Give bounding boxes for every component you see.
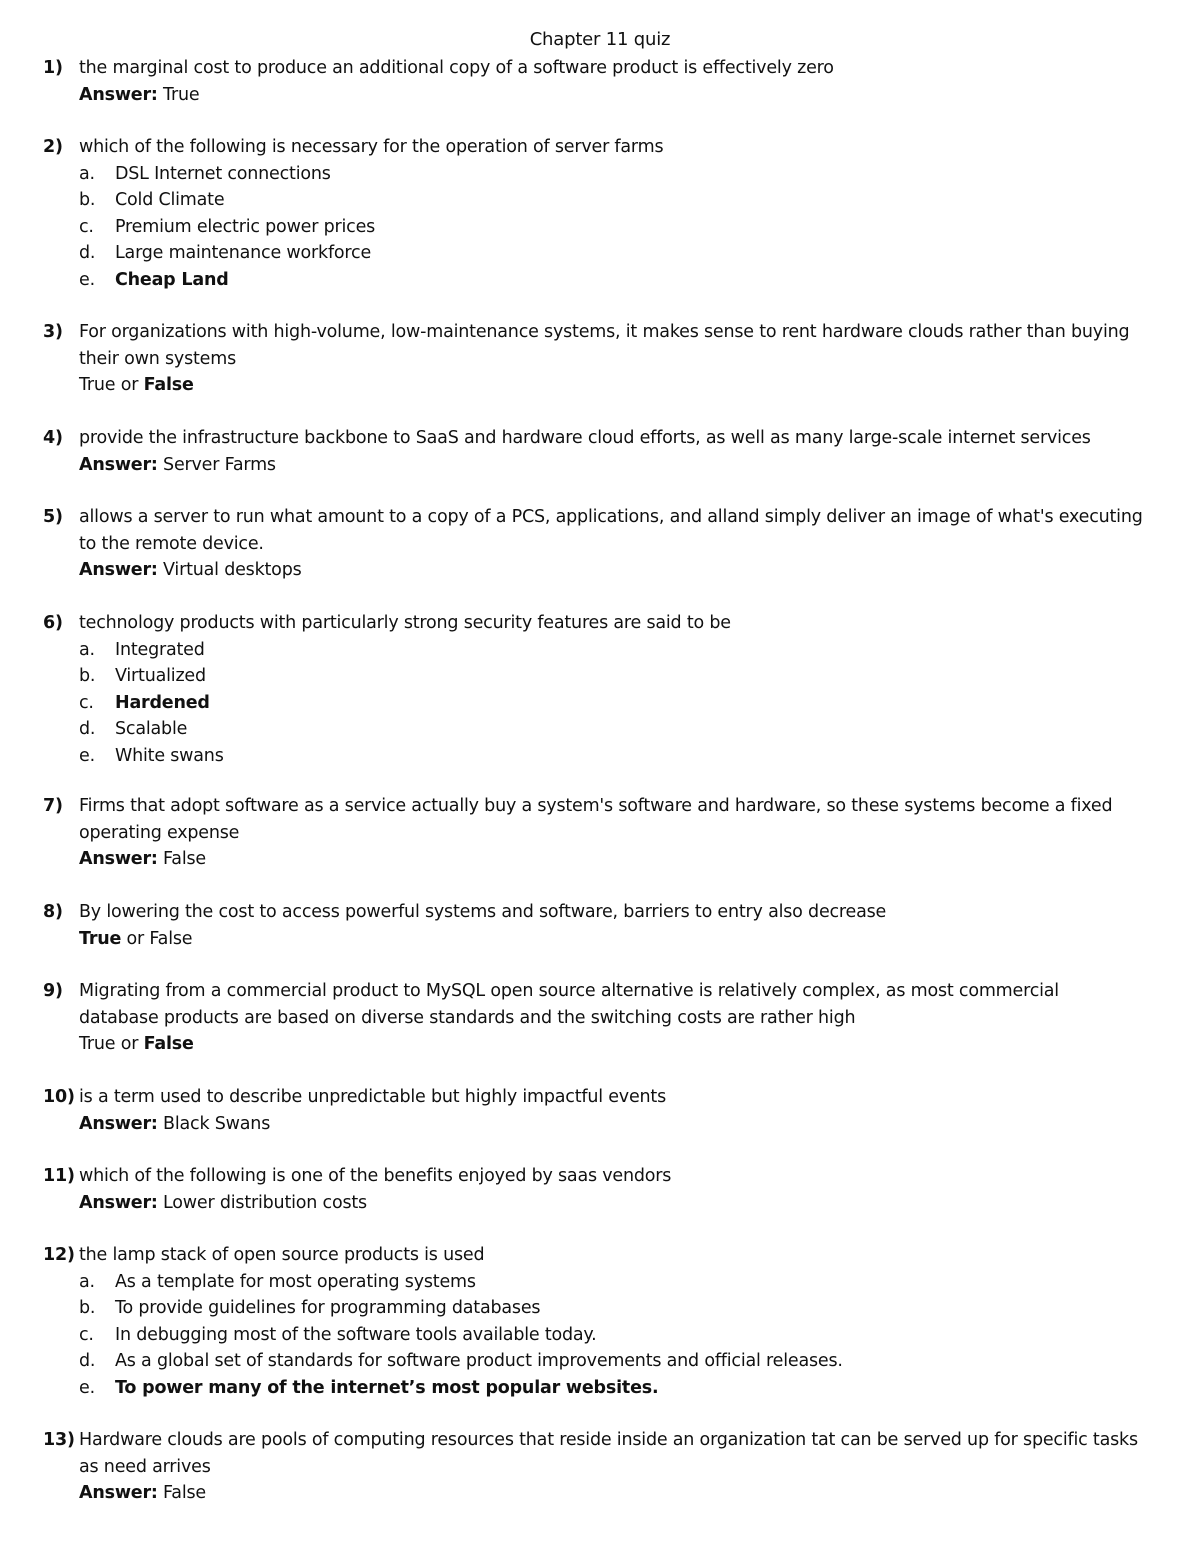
question-number: 7) xyxy=(43,796,63,816)
option-text: White swans xyxy=(115,745,224,766)
option-text: Cold Climate xyxy=(115,190,225,210)
false-option: False xyxy=(149,928,193,949)
question-number: 9) xyxy=(43,981,63,1001)
option-letter: e. xyxy=(79,745,95,766)
answer-value: False xyxy=(157,849,206,869)
option-letter: d. xyxy=(79,719,96,739)
option-text: Scalable xyxy=(115,719,188,739)
option-letter: e. xyxy=(79,269,95,290)
question-number: 11) xyxy=(43,1166,75,1186)
question-text: the marginal cost to produce an additional copy of a software product is effectively zero xyxy=(79,58,834,78)
option-text: Large maintenance workforce xyxy=(115,243,372,263)
question-text: database products are based on diverse standards and the switching costs are rather high xyxy=(79,1007,856,1028)
true-false-line xyxy=(79,372,194,398)
false-option: False xyxy=(143,375,194,395)
option-text: To provide guidelines for programming databases xyxy=(115,1298,541,1318)
true-option: True xyxy=(79,1034,116,1054)
true-option: True xyxy=(79,375,116,395)
option-text: Virtualized xyxy=(115,666,206,686)
question-text: operating expense xyxy=(79,822,240,843)
option-text: Cheap Land xyxy=(115,269,229,290)
question-text: is a term used to describe unpredictable but highly impactful events xyxy=(79,1087,667,1107)
false-option: False xyxy=(143,1034,194,1054)
true-false-line xyxy=(79,1031,194,1057)
answer-label: Answer: xyxy=(79,84,158,105)
option-letter: c. xyxy=(79,216,94,237)
question-number: 5) xyxy=(43,507,63,527)
question-text: provide the infrastructure backbone to SaaS and hardware cloud efforts, as well as many large-scale internet services xyxy=(79,428,1091,448)
option-letter: a. xyxy=(79,163,95,184)
question-text: technology products with particularly strong security features are said to be xyxy=(79,613,731,633)
question-number: 4) xyxy=(43,428,63,448)
answer-line xyxy=(79,1111,270,1137)
answer-line xyxy=(79,846,206,872)
option-text: Hardened xyxy=(115,692,210,713)
option-letter: b. xyxy=(79,190,96,210)
option-text: Premium electric power prices xyxy=(115,216,376,237)
question-text: their own systems xyxy=(79,348,236,369)
option-letter: b. xyxy=(79,1298,96,1318)
option-letter: e. xyxy=(79,1377,95,1398)
answer-value: Black Swans xyxy=(157,1113,271,1134)
question-text: Migrating from a commercial product to MySQL open source alternative is relatively complex, as most commercial xyxy=(79,981,1059,1001)
option-text: To power many of the internet’s most popular websites. xyxy=(115,1377,659,1398)
page-title: Chapter 11 quiz xyxy=(529,29,671,50)
question-number: 12) xyxy=(43,1245,75,1265)
option-letter: a. xyxy=(79,639,95,660)
question-number: 3) xyxy=(43,322,63,342)
question-text: as need arrives xyxy=(79,1456,211,1477)
answer-label: Answer: xyxy=(79,560,158,580)
question-number: 6) xyxy=(43,613,63,633)
question-text: which of the following is one of the benefits enjoyed by saas vendors xyxy=(79,1166,672,1186)
or-separator: or xyxy=(115,1034,144,1054)
answer-line xyxy=(79,557,302,583)
question-text: which of the following is necessary for the operation of server farms xyxy=(79,137,664,157)
question-text: For organizations with high-volume, low-maintenance systems, it makes sense to rent hardware clouds rather than buying xyxy=(79,322,1130,342)
question-text: Hardware clouds are pools of computing resources that reside inside an organization tat can be served up for specific tasks xyxy=(79,1430,1138,1450)
answer-label: Answer: xyxy=(79,1192,158,1213)
option-letter: d. xyxy=(79,1351,96,1371)
option-letter: c. xyxy=(79,692,94,713)
option-text: As a template for most operating systems xyxy=(115,1271,476,1292)
question-text: to the remote device. xyxy=(79,533,264,554)
answer-value: Lower distribution costs xyxy=(157,1192,367,1213)
option-text: In debugging most of the software tools available today. xyxy=(115,1324,597,1345)
answer-value: Server Farms xyxy=(157,454,276,475)
question-text: Firms that adopt software as a service actually buy a system's software and hardware, so these systems become a fixed xyxy=(79,796,1113,816)
answer-label: Answer: xyxy=(79,1113,158,1134)
option-text: As a global set of standards for software product improvements and official releases. xyxy=(115,1351,843,1371)
question-number: 1) xyxy=(43,58,63,78)
option-letter: c. xyxy=(79,1324,94,1345)
or-separator: or xyxy=(115,375,144,395)
answer-label: Answer: xyxy=(79,1483,158,1503)
answer-value: Virtual desktops xyxy=(157,560,302,580)
question-text: allows a server to run what amount to a copy of a PCS, applications, and alland simply deliver an image of what's executing xyxy=(79,507,1143,527)
option-letter: b. xyxy=(79,666,96,686)
true-false-line xyxy=(79,926,192,952)
question-text: By lowering the cost to access powerful systems and software, barriers to entry also decrease xyxy=(79,902,887,922)
option-text: Integrated xyxy=(115,639,205,660)
question-number: 8) xyxy=(43,902,63,922)
question-number: 2) xyxy=(43,137,63,157)
answer-line xyxy=(79,452,276,478)
option-letter: a. xyxy=(79,1271,95,1292)
or-separator: or xyxy=(121,928,150,949)
true-option: True xyxy=(79,928,122,949)
answer-value: False xyxy=(157,1483,206,1503)
option-letter: d. xyxy=(79,243,96,263)
answer-label: Answer: xyxy=(79,849,158,869)
answer-line xyxy=(79,82,199,108)
option-text: DSL Internet connections xyxy=(115,163,331,184)
answer-line xyxy=(79,1480,206,1506)
question-number: 13) xyxy=(43,1430,75,1450)
answer-label: Answer: xyxy=(79,454,158,475)
answer-value: True xyxy=(157,84,200,105)
answer-line xyxy=(79,1190,367,1216)
question-number: 10) xyxy=(43,1087,75,1107)
question-text: the lamp stack of open source products is used xyxy=(79,1245,485,1265)
